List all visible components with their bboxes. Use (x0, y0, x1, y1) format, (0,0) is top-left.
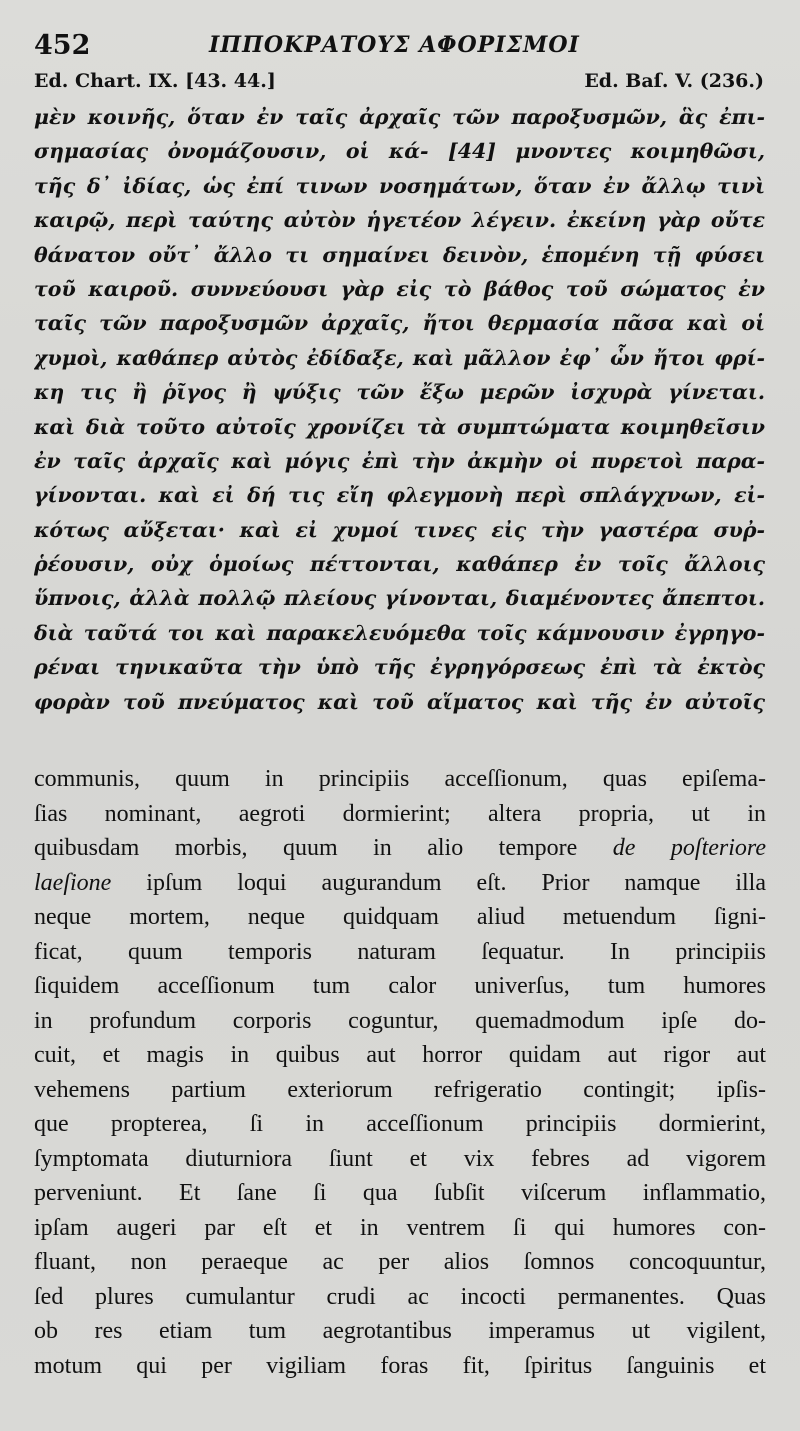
page-number: 452 (34, 30, 91, 61)
latin-line: ipſam augeri par eſt et in ventrem ſi qui humores con- (34, 1214, 766, 1241)
greek-line: διὰ ταῦτά τοι καὶ παρακελευόμεθα τοῖς κάμνουσιν ἐγρηγο- (34, 620, 765, 645)
greek-line: φορὰν τοῦ πνεύματος καὶ τοῦ αἵματος καὶ τῆς ἐν αὐτοῖς (34, 689, 765, 714)
greek-line: καὶ διὰ τοῦτο αὐτοῖς χρονίζει τὰ συμπτώματα κοιμηθεῖσιν (34, 414, 765, 439)
greek-line: ταῖς τῶν παροξυσμῶν ἀρχαῖς, ἤτοι θερμασία πᾶσα καὶ οἱ (34, 311, 765, 336)
edition-reference-basel: Ed. Baſ. V. (236.) (584, 70, 764, 92)
latin-line: ficat, quum temporis naturam ſequatur. In principiis (34, 938, 766, 965)
latin-line: communis, quum in principiis acceſſionum, quas epiſema- (34, 766, 766, 792)
edition-reference-chartier: Ed. Chart. IX. [43. 44.] (34, 70, 276, 92)
greek-line: ἐν ταῖς ἀρχαῖς καὶ μόγις ἐπὶ τὴν ἀκμὴν οἱ πυρετοὶ παρα- (34, 448, 765, 473)
latin-line: perveniunt. Et ſane ſi qua ſubſit viſcerum inflammatio, (34, 1180, 766, 1206)
latin-line: laeſione ipſum loqui augurandum eſt. Prior namque illa (34, 869, 766, 896)
greek-text-block (34, 100, 765, 719)
page-header (34, 30, 770, 66)
edition-reference-row (34, 70, 764, 98)
greek-line: τοῦ καιροῦ. συννεύουσι γὰρ εἰς τὸ βάθος τοῦ σώματος ἐν (34, 276, 765, 301)
greek-line: γίνονται. καὶ εἰ δή τις εἴη φλεγμονὴ περὶ σπλάγχνων, εἰ- (34, 483, 765, 508)
latin-line: ſymptomata diuturniora ſiunt et vix febres ad vigorem (34, 1145, 766, 1172)
greek-line: καιρῷ, περὶ ταύτης αὐτὸν ἡγετέον λέγειν. ἐκείνη γὰρ οὔτε (34, 208, 765, 233)
latin-line: ſed plures cumulantur crudi ac incocti permanentes. Quas (34, 1283, 766, 1310)
greek-line: θάνατον οὔτ᾽ ἄλλο τι σημαίνει δεινὸν, ἑπομένη τῇ φύσει (34, 242, 765, 267)
latin-line: vehemens partium exteriorum refrigeratio contingit; ipſis- (34, 1076, 766, 1103)
latin-line: ſiquidem acceſſionum tum calor univerſus, tum humores (34, 973, 766, 999)
latin-italic-continuation: laeſione (34, 869, 112, 896)
latin-line: in profundum corporis coguntur, quemadmodum ipſe do- (34, 1007, 766, 1034)
greek-line: τῆς δ᾽ ἰδίας, ὡς ἐπί τινων νοσημάτων, ὅταν ἐν ἄλλῳ τινὶ (34, 173, 765, 198)
greek-line: ῥέουσιν, οὐχ ὁμοίως πέττονται, καθάπερ ἐν τοῖς ἄλλοις (34, 552, 765, 577)
greek-line: ρέναι τηνικαῦτα τὴν ὑπὸ τῆς ἐγρηγόρσεως ἐπὶ τὰ ἐκτὸς (34, 655, 765, 680)
latin-line: fluant, non peraeque ac per alios ſomnos concoquuntur, (34, 1249, 766, 1275)
latin-line: neque mortem, neque quidquam aliud metuendum ſigni- (34, 904, 766, 930)
greek-line: ὕπνοις, ἀλλὰ πολλῷ πλείους γίνονται, διαμένοντες ἄπεπτοι. (34, 586, 765, 611)
latin-line: ſias nominant, aegroti dormierint; altera propria, ut in (34, 800, 766, 827)
greek-line: χυμοὶ, καθάπερ αὐτὸς ἐδίδαξε, καὶ μᾶλλον ἐφ᾽ ὧν ἤτοι φρί- (34, 345, 765, 370)
latin-line: ob res etiam tum aegrotantibus imperamus ut vigilent, (34, 1318, 766, 1344)
latin-text-block (34, 762, 766, 1383)
running-title: ΙΠΠΟΚΡΑΤΟΥΣ ΑΦΟΡΙΣΜΟΙ (209, 32, 580, 58)
greek-line: σημασίας ὀνομάζουσιν, οἱ κά- [44] μνοντες κοιμηθῶσι, (34, 139, 765, 164)
greek-line: κότως αὔξεται· καὶ εἰ χυμοί τινες εἰς τὴν γαστέρα συῤ- (34, 517, 765, 542)
greek-line: μὲν κοινῆς, ὅταν ἐν ταῖς ἀρχαῖς τῶν παροξυσμῶν, ἃς ἐπι- (34, 105, 765, 129)
latin-line: motum qui per vigiliam foras fit, ſpiritus ſanguinis et (34, 1352, 766, 1379)
latin-line-with-italic (34, 831, 766, 866)
latin-italic-phrase: de poſteriore (612, 835, 766, 861)
latin-line: cuit, et magis in quibus aut horror quidam aut rigor aut (34, 1042, 766, 1068)
latin-line: que propterea, ſi in acceſſionum principiis dormierint, (34, 1111, 766, 1137)
latin-line-text: quibusdam morbis, quum in alio tempore (34, 835, 578, 861)
greek-line: κη τις ἢ ῥῖγος ἢ ψύξις τῶν ἔξω μερῶν ἰσχυρὰ γίνεται. (34, 380, 765, 405)
